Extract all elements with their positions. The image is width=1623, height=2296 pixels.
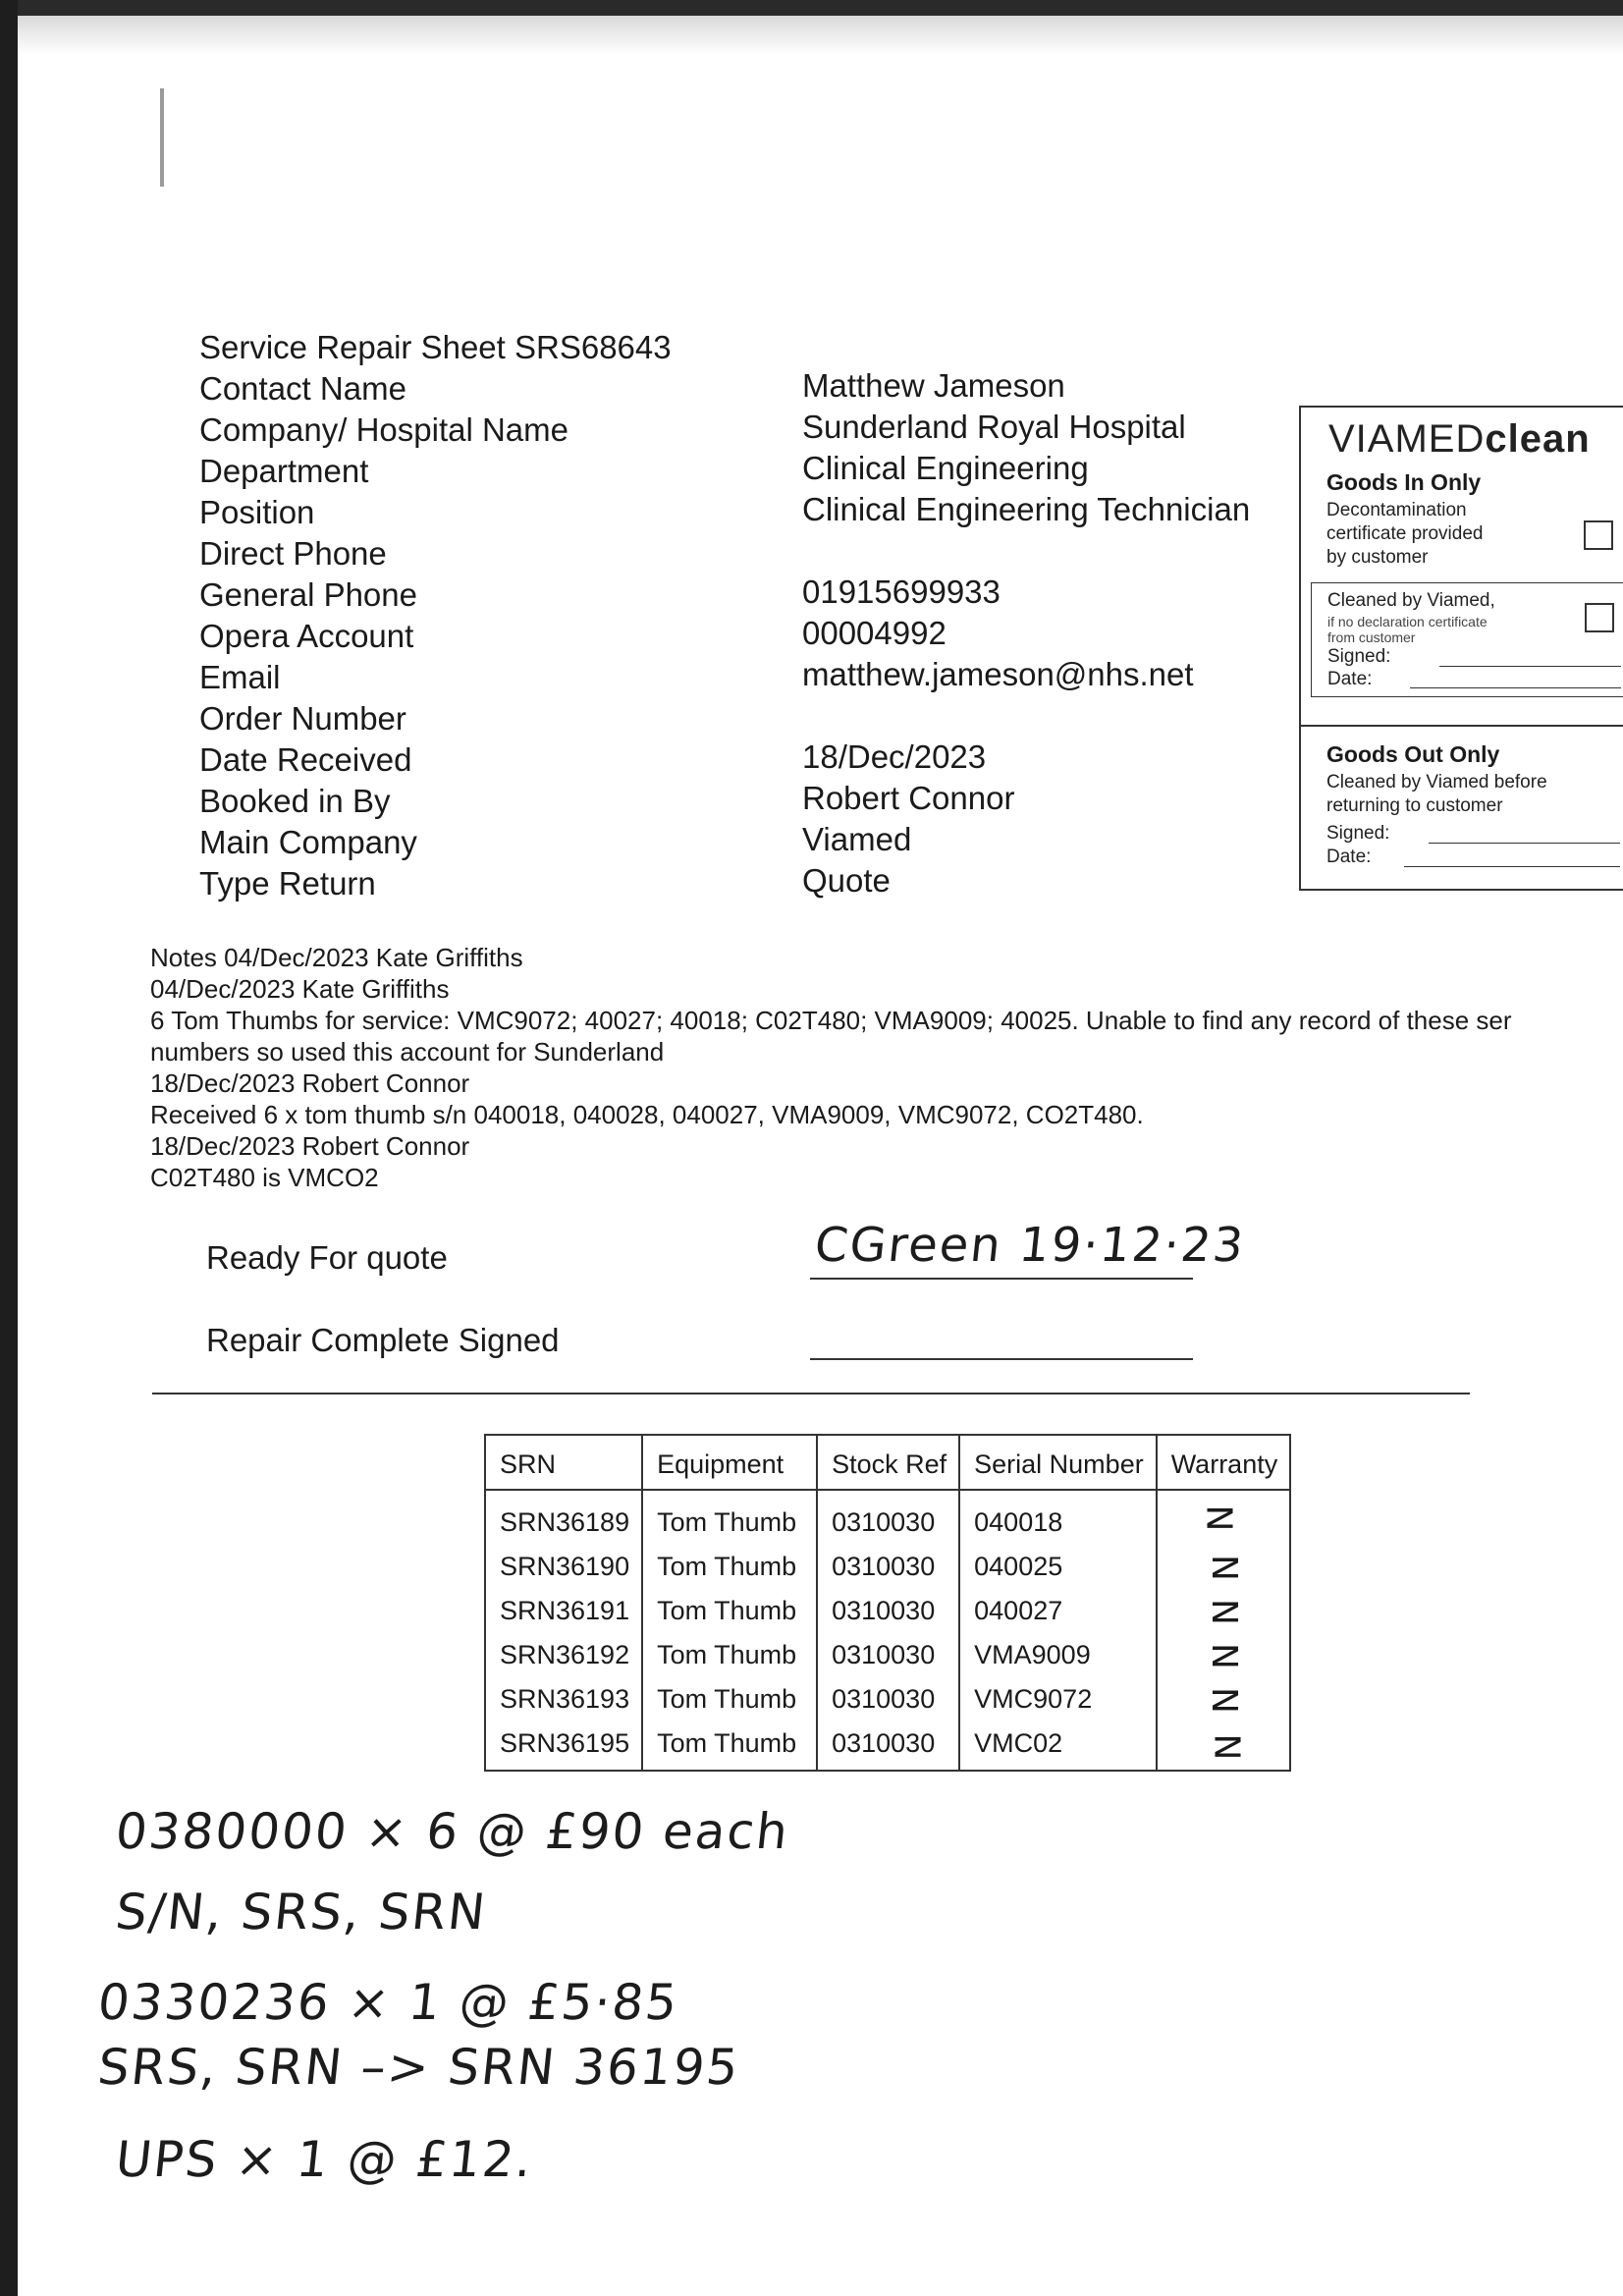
handwritten-line: S/N, SRS, SRN <box>112 1884 490 1941</box>
table-row <box>485 1589 1290 1633</box>
cell: 0310030 <box>817 1545 959 1589</box>
position-value: Clinical Engineering Technician <box>802 491 1251 527</box>
cell: SRN36193 <box>485 1677 642 1722</box>
field-label: Main Company <box>199 824 417 860</box>
field-label: Order Number <box>199 700 406 737</box>
note-line: 04/Dec/2023 Kate Griffiths <box>150 974 450 1004</box>
opera-account-value: 00004992 <box>802 615 947 651</box>
cell: SRN36192 <box>485 1633 642 1677</box>
col-warranty: Warranty <box>1157 1435 1291 1490</box>
table-header-row <box>485 1435 1290 1490</box>
ready-signature: CGreen 19·12·23 <box>812 1218 1248 1273</box>
booked-in-by-value: Robert Connor <box>802 780 1015 816</box>
cell: 040027 <box>959 1589 1157 1633</box>
section-divider <box>152 1393 1470 1394</box>
scan-edge-left <box>0 0 18 2296</box>
decon-line: Decontamination <box>1326 500 1467 520</box>
company-value: Sunderland Royal Hospital <box>802 409 1186 445</box>
box-divider <box>1301 725 1623 727</box>
viamed-clean-box <box>1299 406 1623 891</box>
table-row <box>485 1677 1290 1722</box>
general-phone-value: 01915699933 <box>802 574 1001 610</box>
contact-name-value: Matthew Jameson <box>802 367 1065 404</box>
handwritten-line: 0330236 × 1 @ £5·85 <box>94 1974 682 2031</box>
cell: VMC9072 <box>959 1677 1157 1722</box>
cleaned-by-viamed-box <box>1311 582 1623 697</box>
cell: SRN36190 <box>485 1545 642 1589</box>
cell: Tom Thumb <box>642 1490 817 1545</box>
warranty-mark: N <box>1201 1632 1245 1767</box>
note-line: 18/Dec/2023 Robert Connor <box>150 1131 470 1161</box>
note-line: 6 Tom Thumbs for service: VMC9072; 40027; 40018; C02T480; VMA9009; 40025. Unable to find any record of these ser <box>150 1006 1512 1035</box>
cell: Tom Thumb <box>642 1589 817 1633</box>
ready-for-quote-label: Ready For quote <box>206 1239 448 1276</box>
goods-out-text: returning to customer <box>1326 795 1503 816</box>
note-line: Notes 04/Dec/2023 Kate Griffiths <box>150 943 523 972</box>
cell: VMC02 <box>959 1722 1157 1771</box>
decon-line: by customer <box>1326 547 1429 568</box>
col-stock-ref: Stock Ref <box>817 1435 959 1490</box>
complete-signature-line <box>810 1358 1193 1360</box>
field-label: Type Return <box>199 865 376 902</box>
date-line <box>1410 687 1621 688</box>
field-label: Opera Account <box>199 618 414 654</box>
handwritten-line: 0380000 × 6 @ £90 each <box>112 1803 792 1860</box>
field-label: General Phone <box>199 576 417 613</box>
warranty-mark: N <box>1201 1500 1245 1634</box>
goods-out-title: Goods Out Only <box>1326 741 1500 767</box>
goods-out-text: Cleaned by Viamed before <box>1326 772 1547 793</box>
date-label: Date: <box>1327 669 1373 689</box>
cell: SRN36195 <box>485 1722 642 1771</box>
main-company-value: Viamed <box>802 821 912 857</box>
equipment-table <box>484 1434 1291 1772</box>
scan-edge-top <box>0 0 1623 16</box>
note-line: numbers so used this account for Sunderland <box>150 1037 665 1066</box>
table-row <box>485 1722 1290 1771</box>
cleaned-checkbox <box>1585 603 1614 632</box>
col-serial: Serial Number <box>959 1435 1157 1490</box>
signed-label: Signed: <box>1326 823 1390 844</box>
type-return-value: Quote <box>802 862 891 899</box>
handwritten-line: UPS × 1 @ £12. <box>112 2131 537 2188</box>
handwritten-line: SRS, SRN –> SRN 36195 <box>94 2039 743 2096</box>
warranty-mark: N <box>1201 1588 1245 1722</box>
cell: SRN36189 <box>485 1490 642 1545</box>
cell: Tom Thumb <box>642 1722 817 1771</box>
sheet-title: Service Repair Sheet SRS68643 <box>199 329 672 365</box>
repair-complete-label: Repair Complete Signed <box>206 1322 560 1358</box>
warranty-mark: N <box>1196 1450 1251 1585</box>
field-label: Position <box>199 494 315 530</box>
cell: 040025 <box>959 1545 1157 1589</box>
field-label: Department <box>199 453 369 489</box>
cell: VMA9009 <box>959 1633 1157 1677</box>
scan-shade <box>18 16 1623 55</box>
no-declaration-text: if no declaration certificate <box>1327 614 1488 629</box>
signed-line <box>1439 666 1621 667</box>
ready-signature-line <box>810 1278 1193 1280</box>
cell: Tom Thumb <box>642 1633 817 1677</box>
warranty-mark: N <box>1199 1679 1248 1814</box>
signed-label: Signed: <box>1327 646 1391 667</box>
date-label: Date: <box>1326 847 1372 867</box>
signed-line <box>1429 843 1620 844</box>
logo-suffix: clean <box>1485 417 1591 461</box>
cell: 0310030 <box>817 1722 959 1771</box>
table-row <box>485 1490 1290 1545</box>
note-line: 18/Dec/2023 Robert Connor <box>150 1068 470 1098</box>
field-label: Company/ Hospital Name <box>199 411 568 448</box>
col-srn: SRN <box>485 1435 642 1490</box>
date-received-value: 18/Dec/2023 <box>802 738 987 775</box>
cell: 0310030 <box>817 1677 959 1722</box>
field-label: Date Received <box>199 741 412 778</box>
cell: Tom Thumb <box>642 1545 817 1589</box>
note-line: Received 6 x tom thumb s/n 040018, 040028, 040027, VMA9009, VMC9072, CO2T480. <box>150 1100 1144 1129</box>
department-value: Clinical Engineering <box>802 450 1089 486</box>
cleaned-by-text: Cleaned by Viamed, <box>1327 590 1495 611</box>
cell: SRN36191 <box>485 1589 642 1633</box>
date-line <box>1404 866 1620 867</box>
decon-line: certificate provided <box>1326 523 1484 544</box>
cell: Tom Thumb <box>642 1677 817 1722</box>
table-row <box>485 1545 1290 1589</box>
note-line: C02T480 is VMCO2 <box>150 1163 379 1192</box>
logo-prefix: VIAMED <box>1328 417 1486 461</box>
col-equipment: Equipment <box>642 1435 817 1490</box>
cell: 040018 <box>959 1490 1157 1545</box>
table-row <box>485 1633 1290 1677</box>
cell: 0310030 <box>817 1589 959 1633</box>
punch-mark <box>160 88 164 187</box>
cell: 0310030 <box>817 1633 959 1677</box>
email-value: matthew.jameson@nhs.net <box>802 656 1194 692</box>
warranty-mark: N <box>1201 1544 1245 1678</box>
viamed-clean-logo <box>1328 417 1591 462</box>
field-label: Direct Phone <box>199 535 387 572</box>
field-label: Contact Name <box>199 370 406 407</box>
field-label: Email <box>199 659 281 695</box>
decon-checkbox <box>1584 520 1613 550</box>
cell: 0310030 <box>817 1490 959 1545</box>
goods-in-title: Goods In Only <box>1326 469 1482 495</box>
no-declaration-text: from customer <box>1327 629 1416 645</box>
field-label: Booked in By <box>199 783 391 819</box>
